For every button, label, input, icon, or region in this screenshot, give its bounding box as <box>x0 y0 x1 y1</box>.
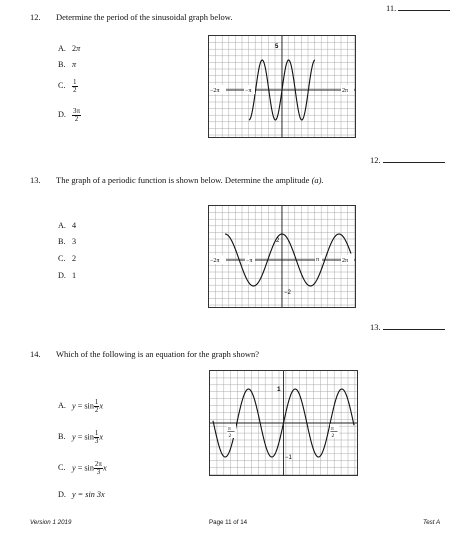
answer-line-number: 11. <box>386 3 397 13</box>
q13-y-label-bottom: −2 <box>284 290 291 296</box>
q13-x-label-left: −2π <box>210 258 220 264</box>
question-13-prompt: The graph of a periodic function is shown below. Determine the amplitude (a). <box>56 175 324 185</box>
fraction: $\frac{3\pi}{2}$ <box>73 107 81 123</box>
answer-blank[interactable] <box>383 329 445 330</box>
q13-x-label-right: 2π <box>342 258 349 264</box>
q12-option-a[interactable]: A. 2π <box>58 44 81 53</box>
answer-line-number: 13. <box>370 322 381 332</box>
q14-x-label-right-num: π <box>331 426 334 432</box>
q12-option-d[interactable]: D. $\frac{3\pi}{2}$ <box>58 107 81 123</box>
q13-x-label-pos: π <box>316 257 320 263</box>
q13-option-d[interactable]: D. 1 <box>58 271 77 280</box>
fraction: $\frac{1}{2}$ <box>94 398 99 414</box>
q12-x-label-mid: −π <box>245 88 252 94</box>
q12-y-label-top: 5 <box>275 44 279 50</box>
q13-option-a[interactable]: A. 4 <box>58 221 77 230</box>
q13-option-b[interactable]: B. 3 <box>58 237 77 246</box>
q14-x-label-right-den: 2 <box>331 433 335 439</box>
q12-x-label-right: 2π <box>342 88 349 94</box>
q12-x-label-left: −2π <box>210 88 220 94</box>
q14-option-d[interactable]: D. y = sin 3x <box>58 490 105 499</box>
q13-x-label-mid: −π <box>246 258 253 264</box>
q14-option-b[interactable]: B. y = sin $\frac{1}{3}$ x <box>58 429 104 445</box>
answer-blank[interactable] <box>398 10 450 11</box>
q14-x-label-left-num: π <box>228 426 231 432</box>
q14-x-label-left-den: 2 <box>228 433 232 439</box>
q13-option-c[interactable]: C. 2 <box>58 254 77 263</box>
footer-test-label: Test A <box>423 519 441 526</box>
q12-option-b[interactable]: B. π <box>58 60 77 69</box>
question-12-prompt: Determine the period of the sinusoidal graph below. <box>56 12 233 22</box>
q13-y-label-top: 2 <box>276 238 280 244</box>
footer-page-number: Page 11 of 14 <box>209 519 248 526</box>
q12-graph-svg <box>209 36 355 137</box>
q14-graph-svg <box>210 371 357 475</box>
question-13-number: 13. <box>30 175 41 185</box>
q14-y-label-bottom: −1 <box>285 455 292 461</box>
answer-line-13[interactable] <box>370 322 445 332</box>
answer-blank[interactable] <box>383 162 445 163</box>
q13-graph-svg <box>209 206 355 307</box>
q14-graph <box>209 370 358 476</box>
question-12-number: 12. <box>30 12 41 22</box>
q12-option-c[interactable]: C. $\frac{1}{2}$ <box>58 78 77 94</box>
question-14-prompt: Which of the following is an equation for the graph shown? <box>56 349 260 359</box>
q14-option-c[interactable]: C. y = sin $\frac{2\pi}{3}$ x <box>58 460 107 476</box>
answer-line-12[interactable] <box>370 155 445 165</box>
question-14-number: 14. <box>30 349 41 359</box>
q14-y-label-top: 1 <box>277 386 281 393</box>
answer-line-11[interactable] <box>386 3 450 13</box>
q13-graph <box>208 205 356 308</box>
fraction: $\frac{1}{3}$ <box>94 429 99 445</box>
fraction: $\frac{1}{2}$ <box>73 78 77 94</box>
footer-version: Version 1 2019 <box>30 519 72 526</box>
answer-line-number: 12. <box>370 155 381 165</box>
q14-option-a[interactable]: A. y = sin $\frac{1}{2}$ x <box>58 398 104 414</box>
fraction: $\frac{2\pi}{3}$ <box>94 460 102 476</box>
q12-graph <box>208 35 356 138</box>
